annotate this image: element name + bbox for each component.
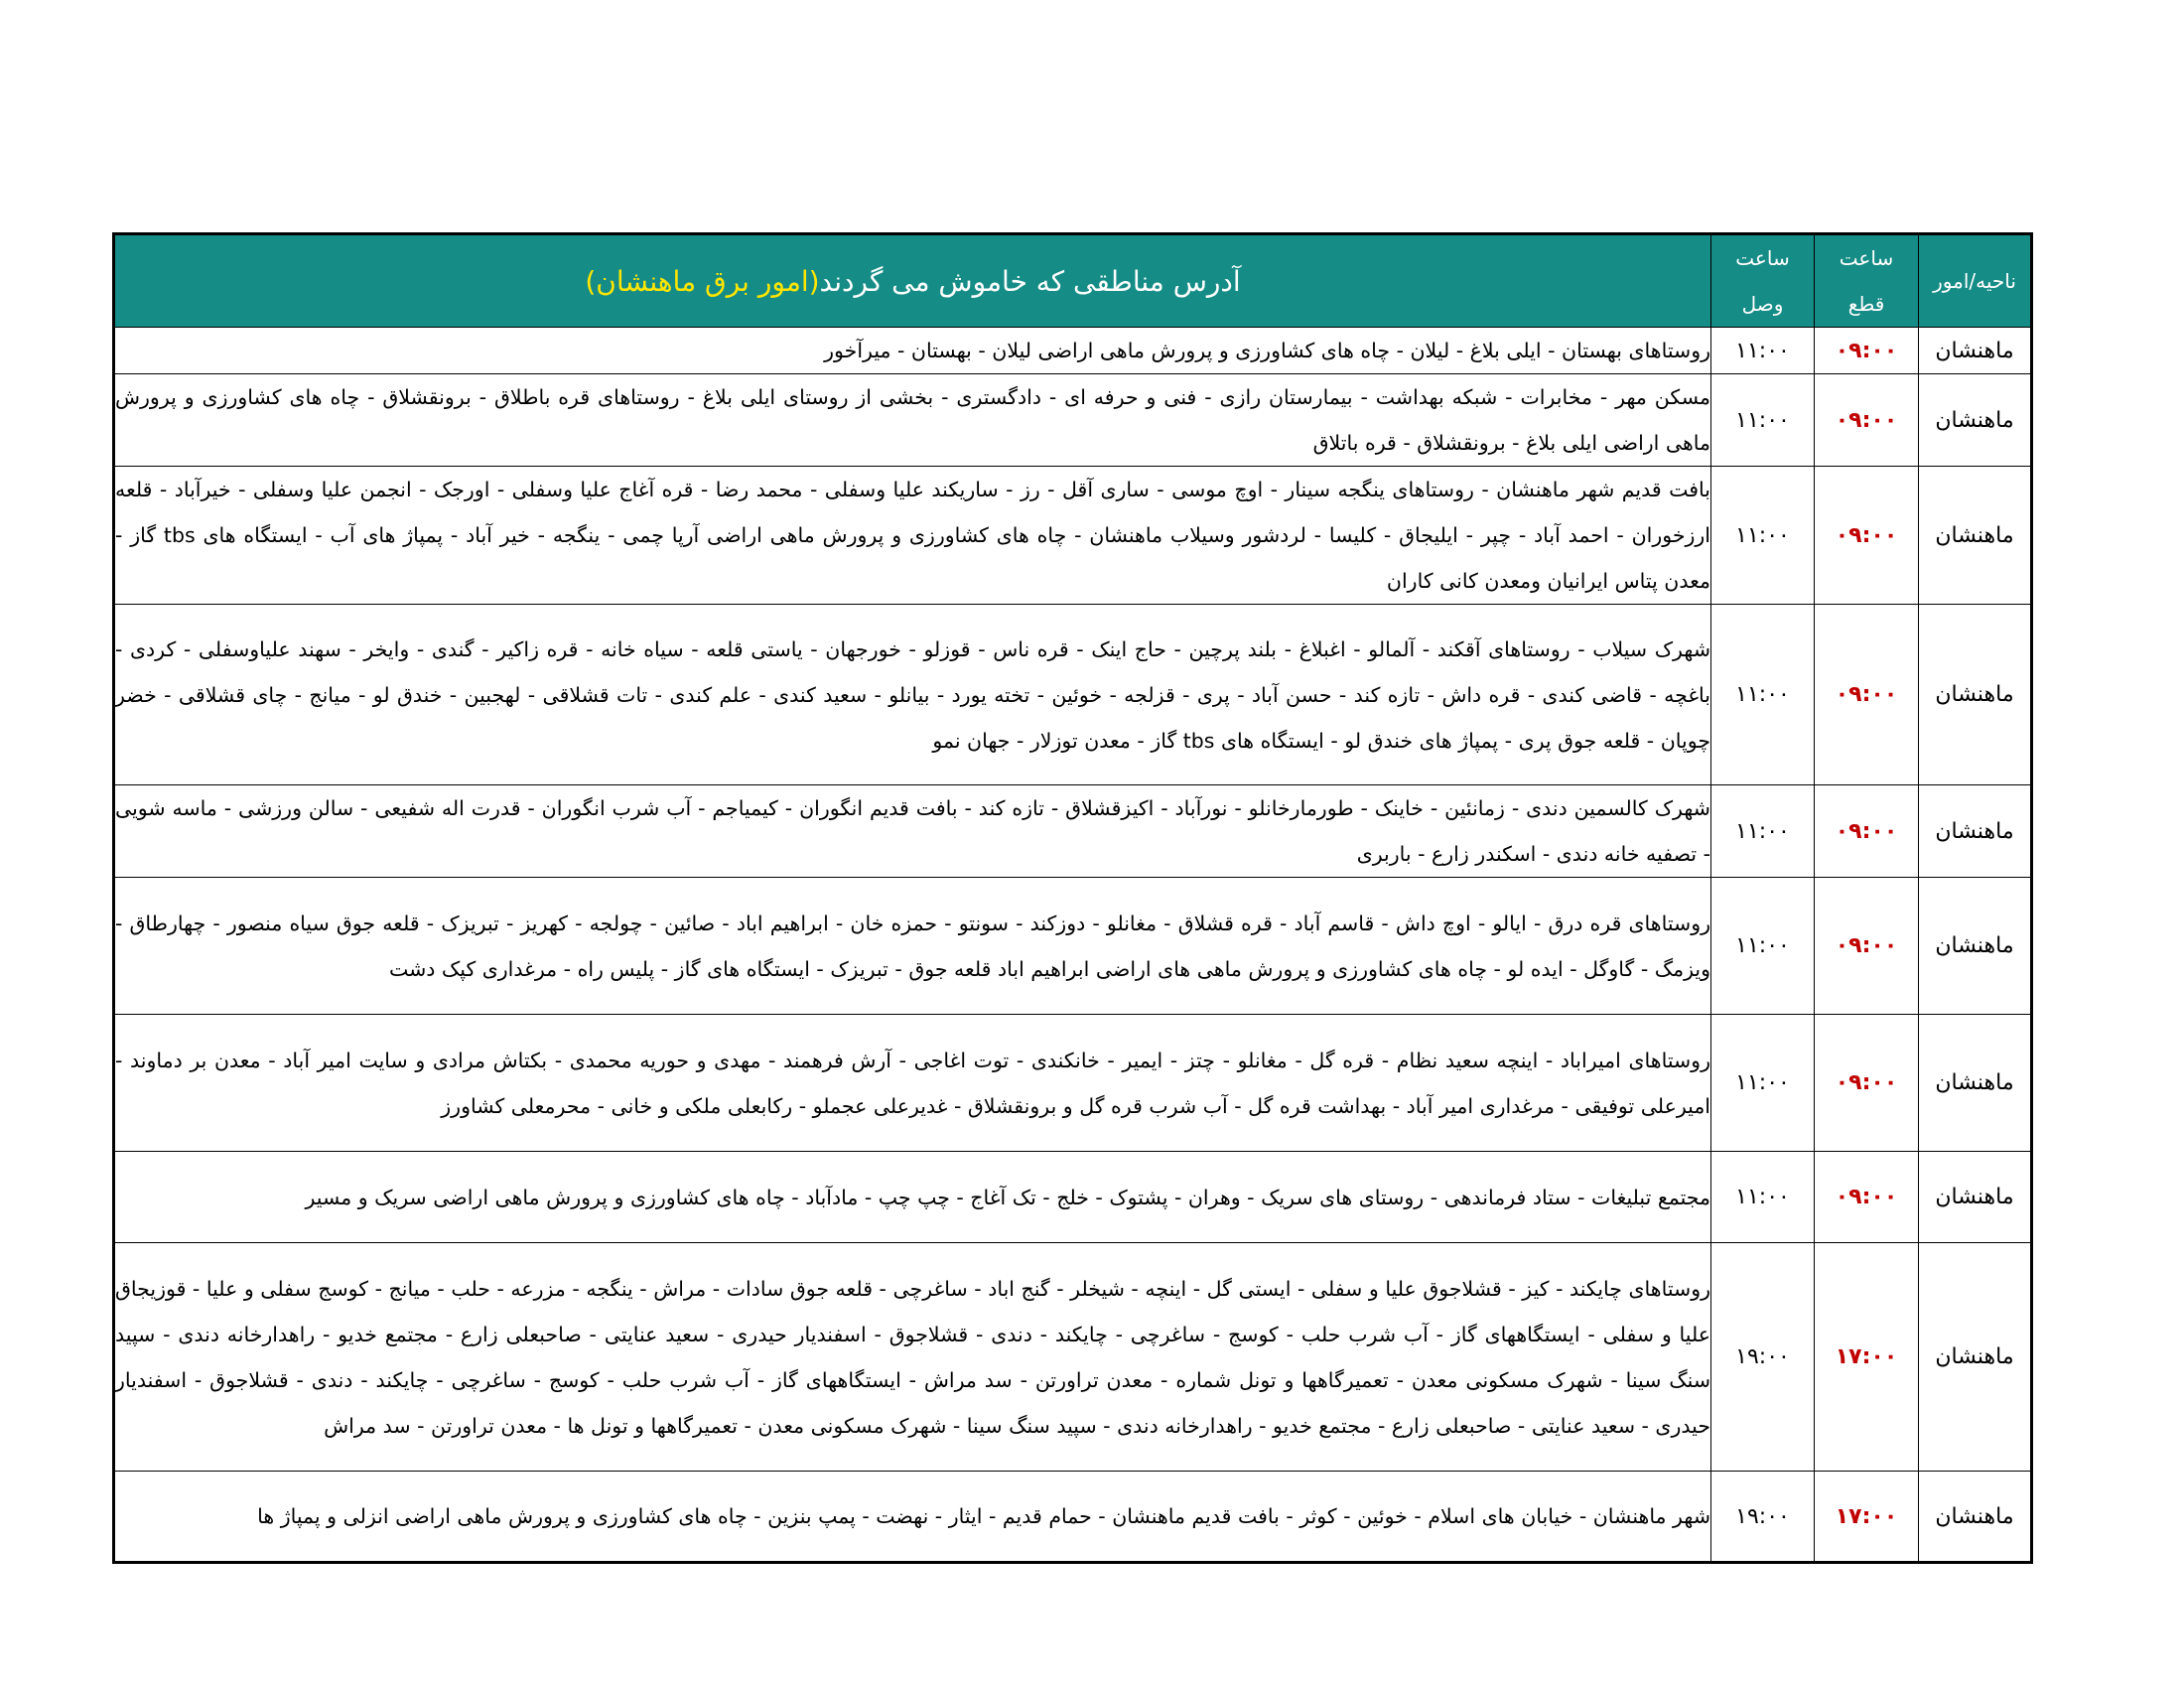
outage-schedule-table <box>112 232 2033 1564</box>
table-row <box>114 467 2032 605</box>
table-row <box>114 374 2032 467</box>
table-row <box>114 1152 2032 1243</box>
district-cell: ماهنشان <box>1919 605 2032 785</box>
cut-time-header-line2: قطع <box>1847 292 1885 316</box>
address-header <box>114 234 1711 328</box>
address-cell: روستاهای بهستان - ایلی بلاغ - لیلان - چاه های کشاورزی و پرورش ماهی اراضی لیلان - بهستان - میرآخور <box>114 328 1711 374</box>
connect-time-cell: ۱۱:۰۰ <box>1711 1015 1815 1152</box>
table-row <box>114 1472 2032 1563</box>
address-cell: روستاهای قره درق - ایالو - اوچ داش - قاسم آباد - قره قشلاق - مغانلو - دوزکند - سونتو - حمزه خان - ابراهیم اباد - صائین - چولجه - کهریز - تبریزک - قلعه جوق سیاه منصور - چهارطاق - ویزمگ - گاوگل - ایده لو - چاه های کشاورزی و پرورش ماهی های اراضی ابراهیم اباد قلعه جوق - تبریزک - ایستگاه های گاز - پلیس راه - مرغداری کپک دشت <box>114 878 1711 1015</box>
connect-time-cell: ۱۱:۰۰ <box>1711 785 1815 878</box>
district-cell: ماهنشان <box>1919 1152 2032 1243</box>
district-cell: ماهنشان <box>1919 374 2032 467</box>
connect-time-cell: ۱۹:۰۰ <box>1711 1472 1815 1563</box>
address-header-title: آدرس مناطقی که خاموش می گردند <box>819 264 1241 298</box>
cut-time-cell: ۰۹:۰۰ <box>1815 1152 1919 1243</box>
district-cell: ماهنشان <box>1919 467 2032 605</box>
district-cell: ماهنشان <box>1919 1015 2032 1152</box>
cut-time-cell: ۰۹:۰۰ <box>1815 878 1919 1015</box>
district-cell: ماهنشان <box>1919 878 2032 1015</box>
cut-time-cell: ۱۷:۰۰ <box>1815 1472 1919 1563</box>
district-cell: ماهنشان <box>1919 1472 2032 1563</box>
connect-time-header-line2: وصل <box>1741 292 1784 316</box>
cut-time-header-line1: ساعت <box>1839 246 1894 270</box>
district-cell: ماهنشان <box>1919 785 2032 878</box>
table-row <box>114 785 2032 878</box>
cut-time-cell: ۰۹:۰۰ <box>1815 605 1919 785</box>
cut-time-cell: ۰۹:۰۰ <box>1815 785 1919 878</box>
address-cell: شهرک سیلاب - روستاهای آقکند - آلمالو - اغبلاغ - بلند پرچین - حاج اینک - قره ناس - قوزلو - خورجهان - یاستی قلعه - سیاه خانه - قره زاکیر - گندی - وایخر - سهند علیاوسفلی - کردی - باغچه - قاضی کندی - قره داش - تازه کند - حسن آباد - پری - قزلجه - خوئین - تخته یورد - بیانلو - سعید کندی - علم کندی - تات قشلاقی - لهجبین - خندق لو - میانج - چای قشلاقی - خضر چوپان - قلعه جوق پری - پمپاژ های خندق لو - ایستگاه های tbs گاز - معدن توزلار - جهان نمو <box>114 605 1711 785</box>
connect-time-header <box>1711 234 1815 328</box>
address-header-subtitle: (امور برق ماهنشان) <box>585 264 820 298</box>
cut-time-cell: ۰۹:۰۰ <box>1815 1015 1919 1152</box>
table-row <box>114 605 2032 785</box>
table-row <box>114 878 2032 1015</box>
header-row <box>114 234 2032 328</box>
address-cell: روستاهای چایکند - کیز - قشلاجوق علیا و سفلی - ایستی گل - اینچه - شیخلر - گنج اباد - ساغرچی - قلعه جوق سادات - مراش - ینگجه - مزرعه - حلب - میانج - کوسج سفلی و علیا - قوزیجاق علیا و سفلی - ایستگاههای گاز - آب شرب حلب - کوسج - ساغرچی - چایکند - دندی - قشلاجوق - اسفندیار حیدری - سعید عنایتی - صاحبعلی زارع - مجتمع خدیو - راهدارخانه دندی - سپید سنگ سینا - شهرک مسکونی معدن - تعمیرگاهها و تونل شماره - معدن تراورتن - سد مراش - ایستگاههای گاز - آب شرب حلب - کوسج - ساغرچی - چایکند - دندی - قشلاجوق - اسفندیار حیدری - سعید عنایتی - صاحبعلی زارع - مجتمع خدیو - راهدارخانه دندی - سپید سنگ سینا - شهرک مسکونی معدن - تعمیرگاهها و تونل ها - معدن تراورتن - سد مراش <box>114 1243 1711 1472</box>
table-row <box>114 328 2032 374</box>
connect-time-cell: ۱۱:۰۰ <box>1711 878 1815 1015</box>
connect-time-cell: ۱۱:۰۰ <box>1711 328 1815 374</box>
cut-time-cell: ۰۹:۰۰ <box>1815 328 1919 374</box>
address-cell: مجتمع تبلیغات - ستاد فرماندهی - روستای های سریک - وهران - پشتوک - خلج - تک آغاج - چپ چپ - مادآباد - چاه های کشاورزی و پرورش ماهی اراضی سریک و مسیر <box>114 1152 1711 1243</box>
district-header: ناحیه/امور <box>1919 234 2032 328</box>
connect-time-cell: ۱۱:۰۰ <box>1711 1152 1815 1243</box>
district-cell: ماهنشان <box>1919 1243 2032 1472</box>
connect-time-cell: ۱۱:۰۰ <box>1711 374 1815 467</box>
cut-time-header <box>1815 234 1919 328</box>
connect-time-cell: ۱۹:۰۰ <box>1711 1243 1815 1472</box>
table-row <box>114 1015 2032 1152</box>
address-cell: مسکن مهر - مخابرات - شبکه بهداشت - بیمارستان رازی - فنی و حرفه ای - دادگستری - بخشی از روستای ایلی بلاغ - روستاهای قره باطلاق - برونقشلاق - چاه های کشاورزی و پرورش ماهی اراضی ایلی بلاغ - برونقشلاق - قره باتلاق <box>114 374 1711 467</box>
connect-time-header-line1: ساعت <box>1735 246 1790 270</box>
district-cell: ماهنشان <box>1919 328 2032 374</box>
connect-time-cell: ۱۱:۰۰ <box>1711 467 1815 605</box>
address-cell: روستاهای امیراباد - اینچه سعید نظام - قره گل - مغانلو - چتز - ایمیر - خانکندی - توت اغاجی - آرش فرهمند - مهدی و حوریه محمدی - بکتاش مرادی و سایت امیر آباد - معدن بر دماوند - امیرعلی توفیقی - مرغداری امیر آباد - بهداشت قره گل - آب شرب قره گل و برونقشلاق - غدیرعلی عجملو - رکابعلی ملکی و خانی - محرمعلی کشاورز <box>114 1015 1711 1152</box>
connect-time-cell: ۱۱:۰۰ <box>1711 605 1815 785</box>
cut-time-cell: ۰۹:۰۰ <box>1815 374 1919 467</box>
table-row <box>114 1243 2032 1472</box>
cut-time-cell: ۰۹:۰۰ <box>1815 467 1919 605</box>
address-cell: شهر ماهنشان - خیابان های اسلام - خوئین - کوثر - بافت قدیم ماهنشان - حمام قدیم - ایثار - نهضت - پمپ بنزین - چاه های کشاورزی و پرورش ماهی اراضی انزلی و پمپاژ ها <box>114 1472 1711 1563</box>
address-cell: بافت قدیم شهر ماهنشان - روستاهای ینگجه سینار - اوچ موسی - ساری آقل - رز - ساریکند علیا وسفلی - محمد رضا - قره آغاج علیا وسفلی - اورجک - انجمن علیا وسفلی - خیرآباد - قلعه ارزخوران - احمد آباد - چپر - ایلیجاق - کلیسا - لردشور وسیلاب ماهنشان - چاه های کشاورزی و پرورش ماهی اراضی آرپا چمی - ینگجه - خیر آباد - پمپاژ های آب - ایستگاه های tbs گاز - معدن پتاس ایرانیان ومعدن کانی کاران <box>114 467 1711 605</box>
cut-time-cell: ۱۷:۰۰ <box>1815 1243 1919 1472</box>
address-cell: شهرک کالسمین دندی - زمانئین - خاینک - طورمارخانلو - نورآباد - اکیزقشلاق - تازه کند - بافت قدیم انگوران - کیمیاجم - آب شرب انگوران - قدرت اله شفیعی - سالن ورزشی - ماسه شویی - تصفیه خانه دندی - اسکندر زارع - باربری <box>114 785 1711 878</box>
